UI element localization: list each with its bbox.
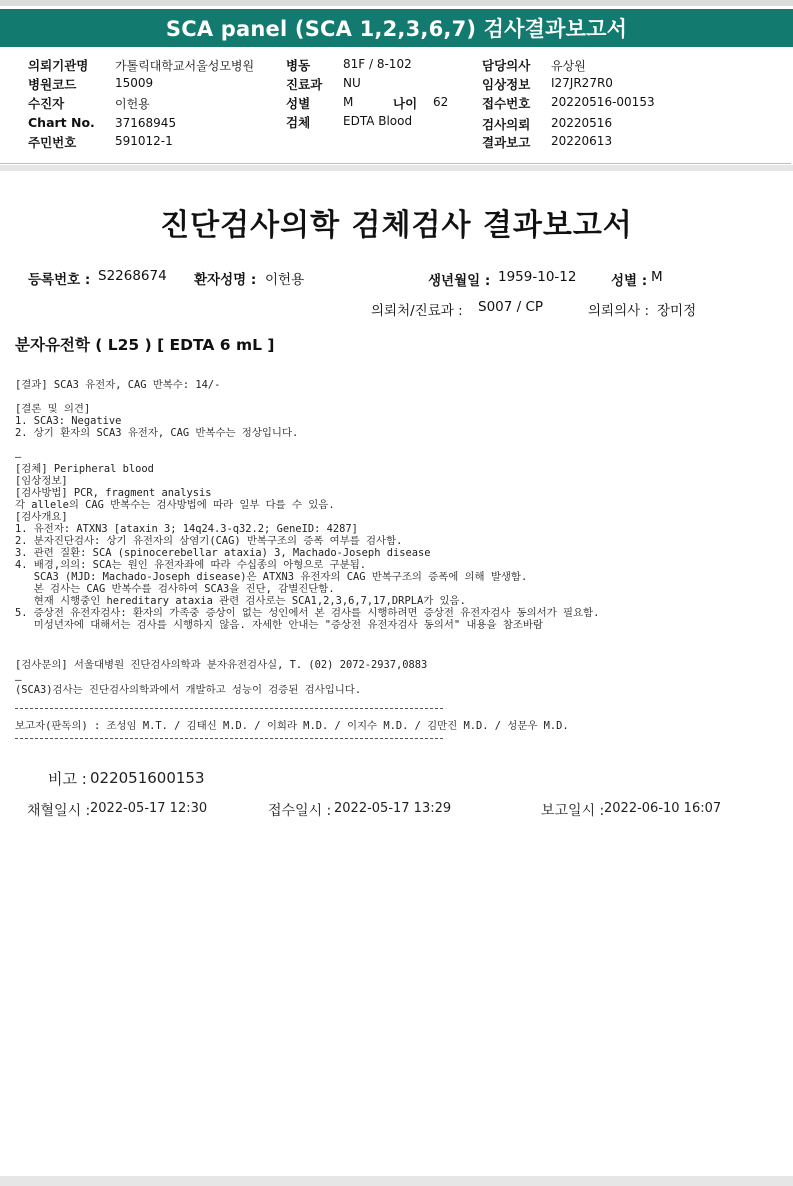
report-time-value: 2022-06-10 16:07 — [604, 801, 722, 816]
bottom-edge-strip — [0, 1176, 793, 1186]
report-line: [검사방법] PCR, fragment analysis — [15, 487, 212, 499]
sex-label: 성별 — [286, 96, 311, 111]
development-note: (SCA3)검사는 진단검사의학과에서 개발하고 성능이 검증된 검사입니다. — [15, 684, 362, 696]
note-value: 022051600153 — [90, 769, 205, 787]
report-banner-title: SCA panel (SCA 1,2,3,6,7) 검사결과보고서 — [0, 9, 793, 47]
report-line: [결론 및 의견] — [15, 403, 91, 415]
report-line: 본 검사는 CAG 반복수를 검사하여 SCA3을 진단, 감별진단함. — [15, 583, 335, 595]
ward-label: 병동 — [286, 58, 311, 73]
header-info-block — [0, 47, 791, 164]
referring-dept-label: 의뢰처/진료과 : — [371, 303, 463, 319]
age-value: 62 — [433, 95, 449, 109]
report-line: [검체] Peripheral blood — [15, 463, 154, 475]
reg-no-label: 등록번호 : — [28, 272, 91, 288]
chart-no-label: Chart No. — [28, 115, 95, 130]
result-line: [결과] SCA3 유전자, CAG 반복수: 14/- — [15, 379, 221, 391]
dashed-rule-bottom — [15, 738, 443, 739]
specimen-label: 검체 — [286, 115, 311, 130]
attending-doctor-label: 담당의사 — [482, 58, 531, 73]
examinee-value: 이헌용 — [115, 97, 150, 111]
report-line: 5. 증상전 유전자검사: 환자의 가족중 증상이 없는 성인에서 본 검사를 시행하려면 증상전 유전자검사 동의서가 필요함. — [15, 607, 600, 619]
report-line: 1. 유전자: ATXN3 [ataxin 3; 14q24.3-q32.2; GeneID: 4287] — [15, 523, 358, 535]
report-line — [15, 439, 599, 451]
top-edge-strip — [0, 0, 793, 6]
dash-separator: — — [15, 673, 22, 686]
hospital-code-value: 15009 — [115, 76, 154, 90]
sex-value: M — [343, 95, 354, 109]
institution-value: 가톨릭대학교서울성모병원 — [115, 59, 255, 73]
referring-doctor-label: 의뢰의사 : — [588, 303, 650, 319]
dob-value: 1959-10-12 — [498, 269, 577, 285]
patient-sex-label: 성별 : — [611, 273, 648, 289]
report-line: 2. 분자진단검사: 상기 유전자의 삼염기(CAG) 반복구조의 증폭 여부를 검사함. — [15, 535, 403, 547]
report-line: SCA3 (MJD: Machado-Joseph disease)은 ATXN3 유전자의 CAG 반복구조의 증폭에 의해 발생함. — [15, 571, 528, 583]
resident-no-value: 591012-1 — [115, 134, 173, 148]
institution-label: 의뢰기관명 — [28, 58, 89, 73]
dashed-rule-top — [15, 708, 443, 709]
department-label: 진료과 — [286, 77, 323, 92]
report-line: 3. 관련 질환: SCA (spinocerebellar ataxia) 3, Machado-Joseph disease — [15, 547, 431, 559]
report-body — [15, 403, 599, 631]
result-date-label: 결과보고 — [482, 135, 531, 150]
section-title: 분자유전학 ( L25 ) [ EDTA 6 mL ] — [15, 336, 275, 354]
report-line: 1. SCA3: Negative — [15, 415, 122, 427]
reporter-line: 보고자(판독의) : 조성임 M.T. / 김태신 M.D. / 이희라 M.D. / 이지수 M.D. / 김만진 M.D. / 성문우 M.D. — [15, 720, 569, 732]
collection-time-value: 2022-05-17 12:30 — [90, 801, 208, 816]
age-label: 나이 — [393, 96, 418, 111]
report-line: 미성년자에 대해서는 검사를 시행하지 않음. 자세한 안내는 "증상전 유전자검사 동의서" 내용을 참조바람 — [15, 619, 543, 631]
ward-value: 81F / 8-102 — [343, 57, 412, 71]
reg-no-value: S2268674 — [98, 268, 167, 284]
result-date-value: 20220613 — [551, 134, 613, 148]
resident-no-label: 주민번호 — [28, 135, 77, 150]
report-time-label: 보고일시 : — [541, 803, 605, 819]
report-line: — — [15, 451, 22, 463]
clinical-info-label: 임상정보 — [482, 77, 531, 92]
receipt-no-value: 20220516-00153 — [551, 95, 655, 109]
attending-doctor-value: 유상원 — [551, 59, 586, 73]
receipt-no-label: 접수번호 — [482, 96, 531, 111]
report-line: 4. 배경,의의: SCA는 원인 유전자좌에 따라 수십종의 아형으로 구분됨. — [15, 559, 367, 571]
hospital-code-label: 병원코드 — [28, 77, 77, 92]
referring-doctor-value: 장미정 — [657, 303, 697, 319]
receipt-time-value: 2022-05-17 13:29 — [334, 801, 452, 816]
specimen-value: EDTA Blood — [343, 114, 413, 128]
patient-sex-value: M — [651, 269, 663, 285]
examinee-label: 수진자 — [28, 96, 65, 111]
receipt-time-label: 접수일시 : — [268, 803, 332, 819]
note-label: 비고 : — [48, 770, 87, 788]
inquiry-line: [검사문의] 서울대병원 진단검사의학과 분자유전검사실, T. (02) 2072-2937,0883 — [15, 659, 428, 671]
request-date-value: 20220516 — [551, 116, 613, 130]
patient-name-label: 환자성명 : — [194, 272, 257, 288]
request-date-label: 검사의뢰 — [482, 117, 531, 132]
clinical-info-value: I27JR27R0 — [551, 76, 613, 90]
report-line: 각 allele의 CAG 반복수는 검사방법에 따라 일부 다를 수 있음. — [15, 499, 335, 511]
chart-no-value: 37168945 — [115, 116, 177, 130]
report-line: [검사개요] — [15, 511, 68, 523]
department-value: NU — [343, 76, 361, 90]
dob-label: 생년월일 : — [428, 273, 491, 289]
header-separator — [0, 165, 793, 171]
collection-time-label: 채혈일시 : — [27, 803, 91, 819]
report-line: 2. 상기 환자의 SCA3 유전자, CAG 반복수는 정상입니다. — [15, 427, 299, 439]
referring-dept-value: S007 / CP — [478, 299, 544, 315]
page-title: 진단검사의학 검체검사 결과보고서 — [160, 208, 633, 243]
report-line: 현재 시행중인 hereditary ataxia 관련 검사로는 SCA1,2,3,6,7,17,DRPLA가 있음. — [15, 595, 466, 607]
report-line: [임상정보] — [15, 475, 68, 487]
patient-name-value: 이헌용 — [265, 272, 305, 288]
